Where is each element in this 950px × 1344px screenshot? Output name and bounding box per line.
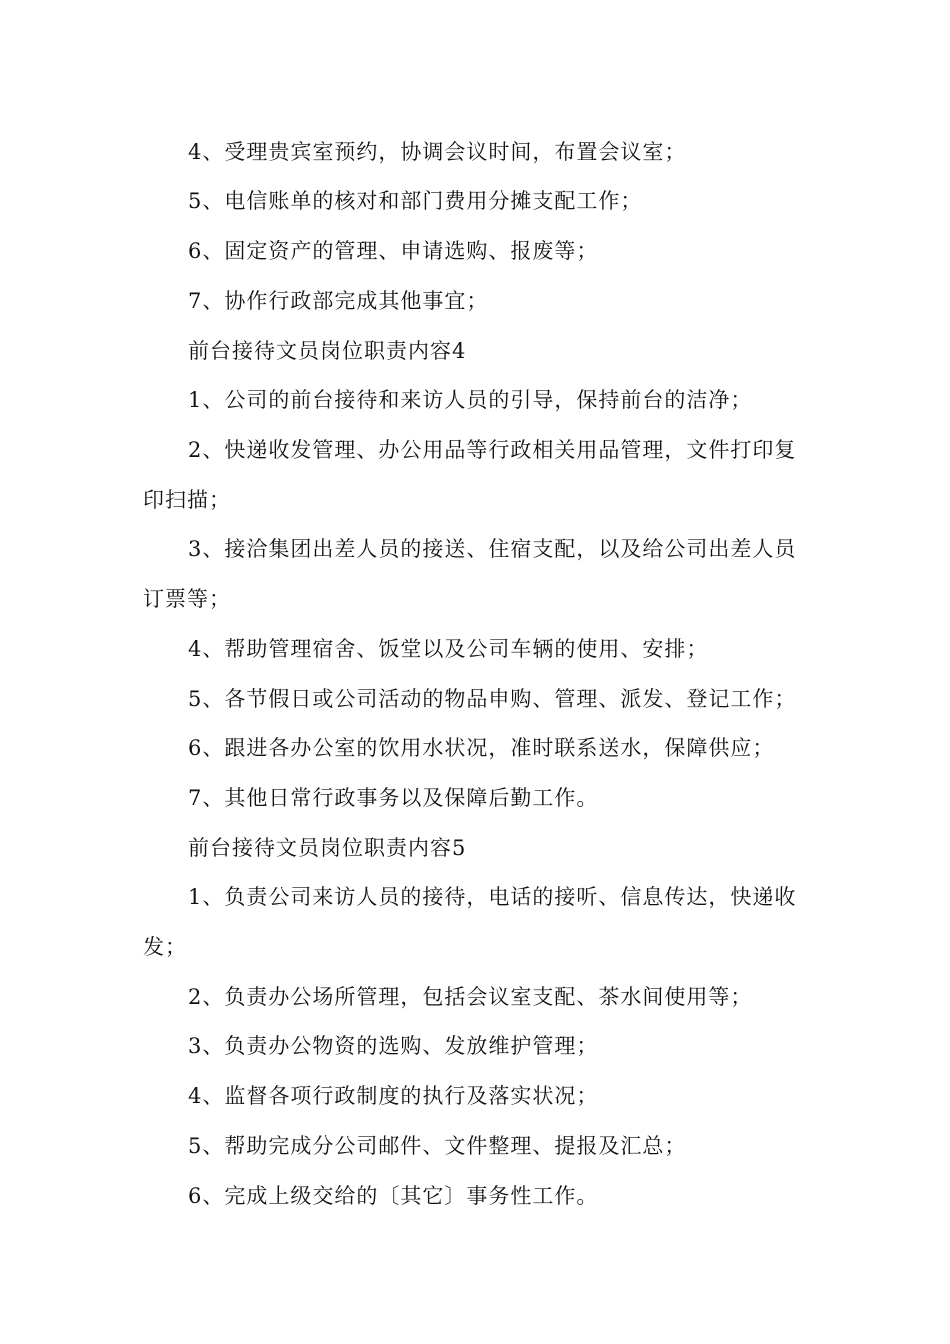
text-line-17: 6、完成上级交给的〔其它〕事务性工作。	[188, 1184, 599, 1208]
text-line-16: 5、帮助完成分公司邮件、文件整理、提报及汇总；	[188, 1134, 687, 1158]
text-line-8: 4、帮助管理宿舍、饭堂以及公司车辆的使用、安排；	[188, 637, 709, 661]
text-line-9: 5、各节假日或公司活动的物品申购、管理、派发、登记工作；	[188, 687, 797, 711]
text-line-11: 7、其他日常行政事务以及保障后勤工作。	[188, 786, 599, 810]
text-line-4: 7、协作行政部完成其他事宜；	[188, 289, 489, 313]
text-line-12: 1、负责公司来访人员的接待，电话的接听、信息传达，快递收	[188, 885, 797, 909]
section-heading-5: 前台接待文员岗位职责内容5	[188, 836, 467, 860]
text-line-7: 3、接洽集团出差人员的接送、住宿支配，以及给公司出差人员	[188, 537, 797, 561]
text-line-6-cont: 印扫描；	[143, 488, 231, 512]
text-line-1: 4、受理贵宾室预约，协调会议时间，布置会议室；	[188, 140, 687, 164]
text-line-15: 4、监督各项行政制度的执行及落实状况；	[188, 1084, 599, 1108]
text-line-3: 6、固定资产的管理、申请选购、报废等；	[188, 239, 599, 263]
text-line-14: 3、负责办公物资的选购、发放维护管理；	[188, 1034, 599, 1058]
text-line-5: 1、公司的前台接待和来访人员的引导，保持前台的洁净；	[188, 388, 753, 412]
section-heading-4: 前台接待文员岗位职责内容4	[188, 339, 467, 363]
text-line-7-cont: 订票等；	[143, 587, 231, 611]
text-line-12-cont: 发；	[143, 935, 187, 959]
text-line-2: 5、电信账单的核对和部门费用分摊支配工作；	[188, 189, 643, 213]
text-line-13: 2、负责办公场所管理，包括会议室支配、茶水间使用等；	[188, 985, 753, 1009]
text-line-10: 6、跟进各办公室的饮用水状况，准时联系送水，保障供应；	[188, 736, 775, 760]
text-line-6: 2、快递收发管理、办公用品等行政相关用品管理，文件打印复	[188, 438, 797, 462]
